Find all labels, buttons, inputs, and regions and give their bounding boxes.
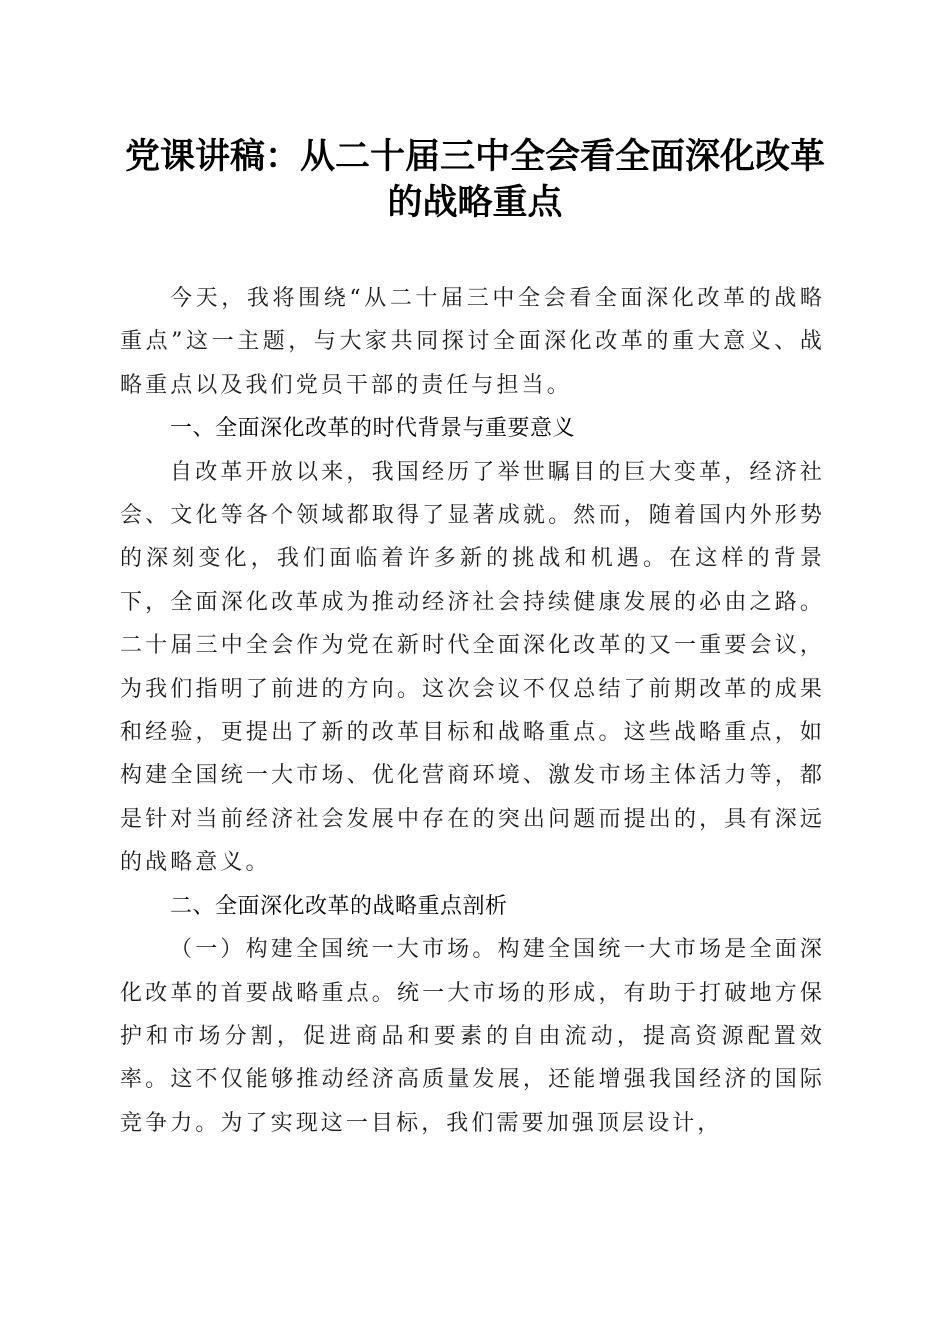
section-2-paragraph-1: （一）构建全国统一大市场。构建全国统一大市场是全面深化改革的首要战略重点。统一大市场的形成，有助于打破地方保护和市场分割，促进商品和要素的自由流动，提高资源配置效率。这不仅能够推动经济高质量发展，还能增强我国经济的国际竞争力。为了实现这一目标，我们需要加强顶层设计， (120, 937, 825, 1136)
title-line-1: 党课讲稿：从二十届三中全会看全面深化改革 (124, 136, 825, 177)
section-heading-1: 一、全面深化改革的时代背景与重要意义 (170, 416, 576, 442)
title-line-2: 的战略重点 (387, 182, 563, 223)
intro-paragraph: 今天，我将围绕“从二十届三中全会看全面深化改革的战略重点”这一主题，与大家共同探讨全面深化改革的重大意义、战略重点以及我们党员干部的责任与担当。 (120, 286, 825, 398)
document-title (100, 134, 850, 226)
section-heading-2: 二、全面深化改革的战略重点剖析 (170, 893, 508, 919)
document-body (120, 277, 825, 1145)
section-1-paragraph: 自改革开放以来，我国经历了举世瞩目的巨大变革，经济社会、文化等各个领域都取得了显著成就。然而，随着国内外形势的深刻变化，我们面临着许多新的挑战和机遇。在这样的背景下，全面深化改革成为推动经济社会持续健康发展的必由之路。二十届三中全会作为党在新时代全面深化改革的又一重要会议，为我们指明了前进的方向。这次会议不仅总结了前期改革的成果和经验，更提出了新的改革目标和战略重点。这些战略重点，如构建全国统一大市场、优化营商环境、激发市场主体活力等，都是针对当前经济社会发展中存在的突出问题而提出的，具有深远的战略意义。 (120, 459, 825, 876)
